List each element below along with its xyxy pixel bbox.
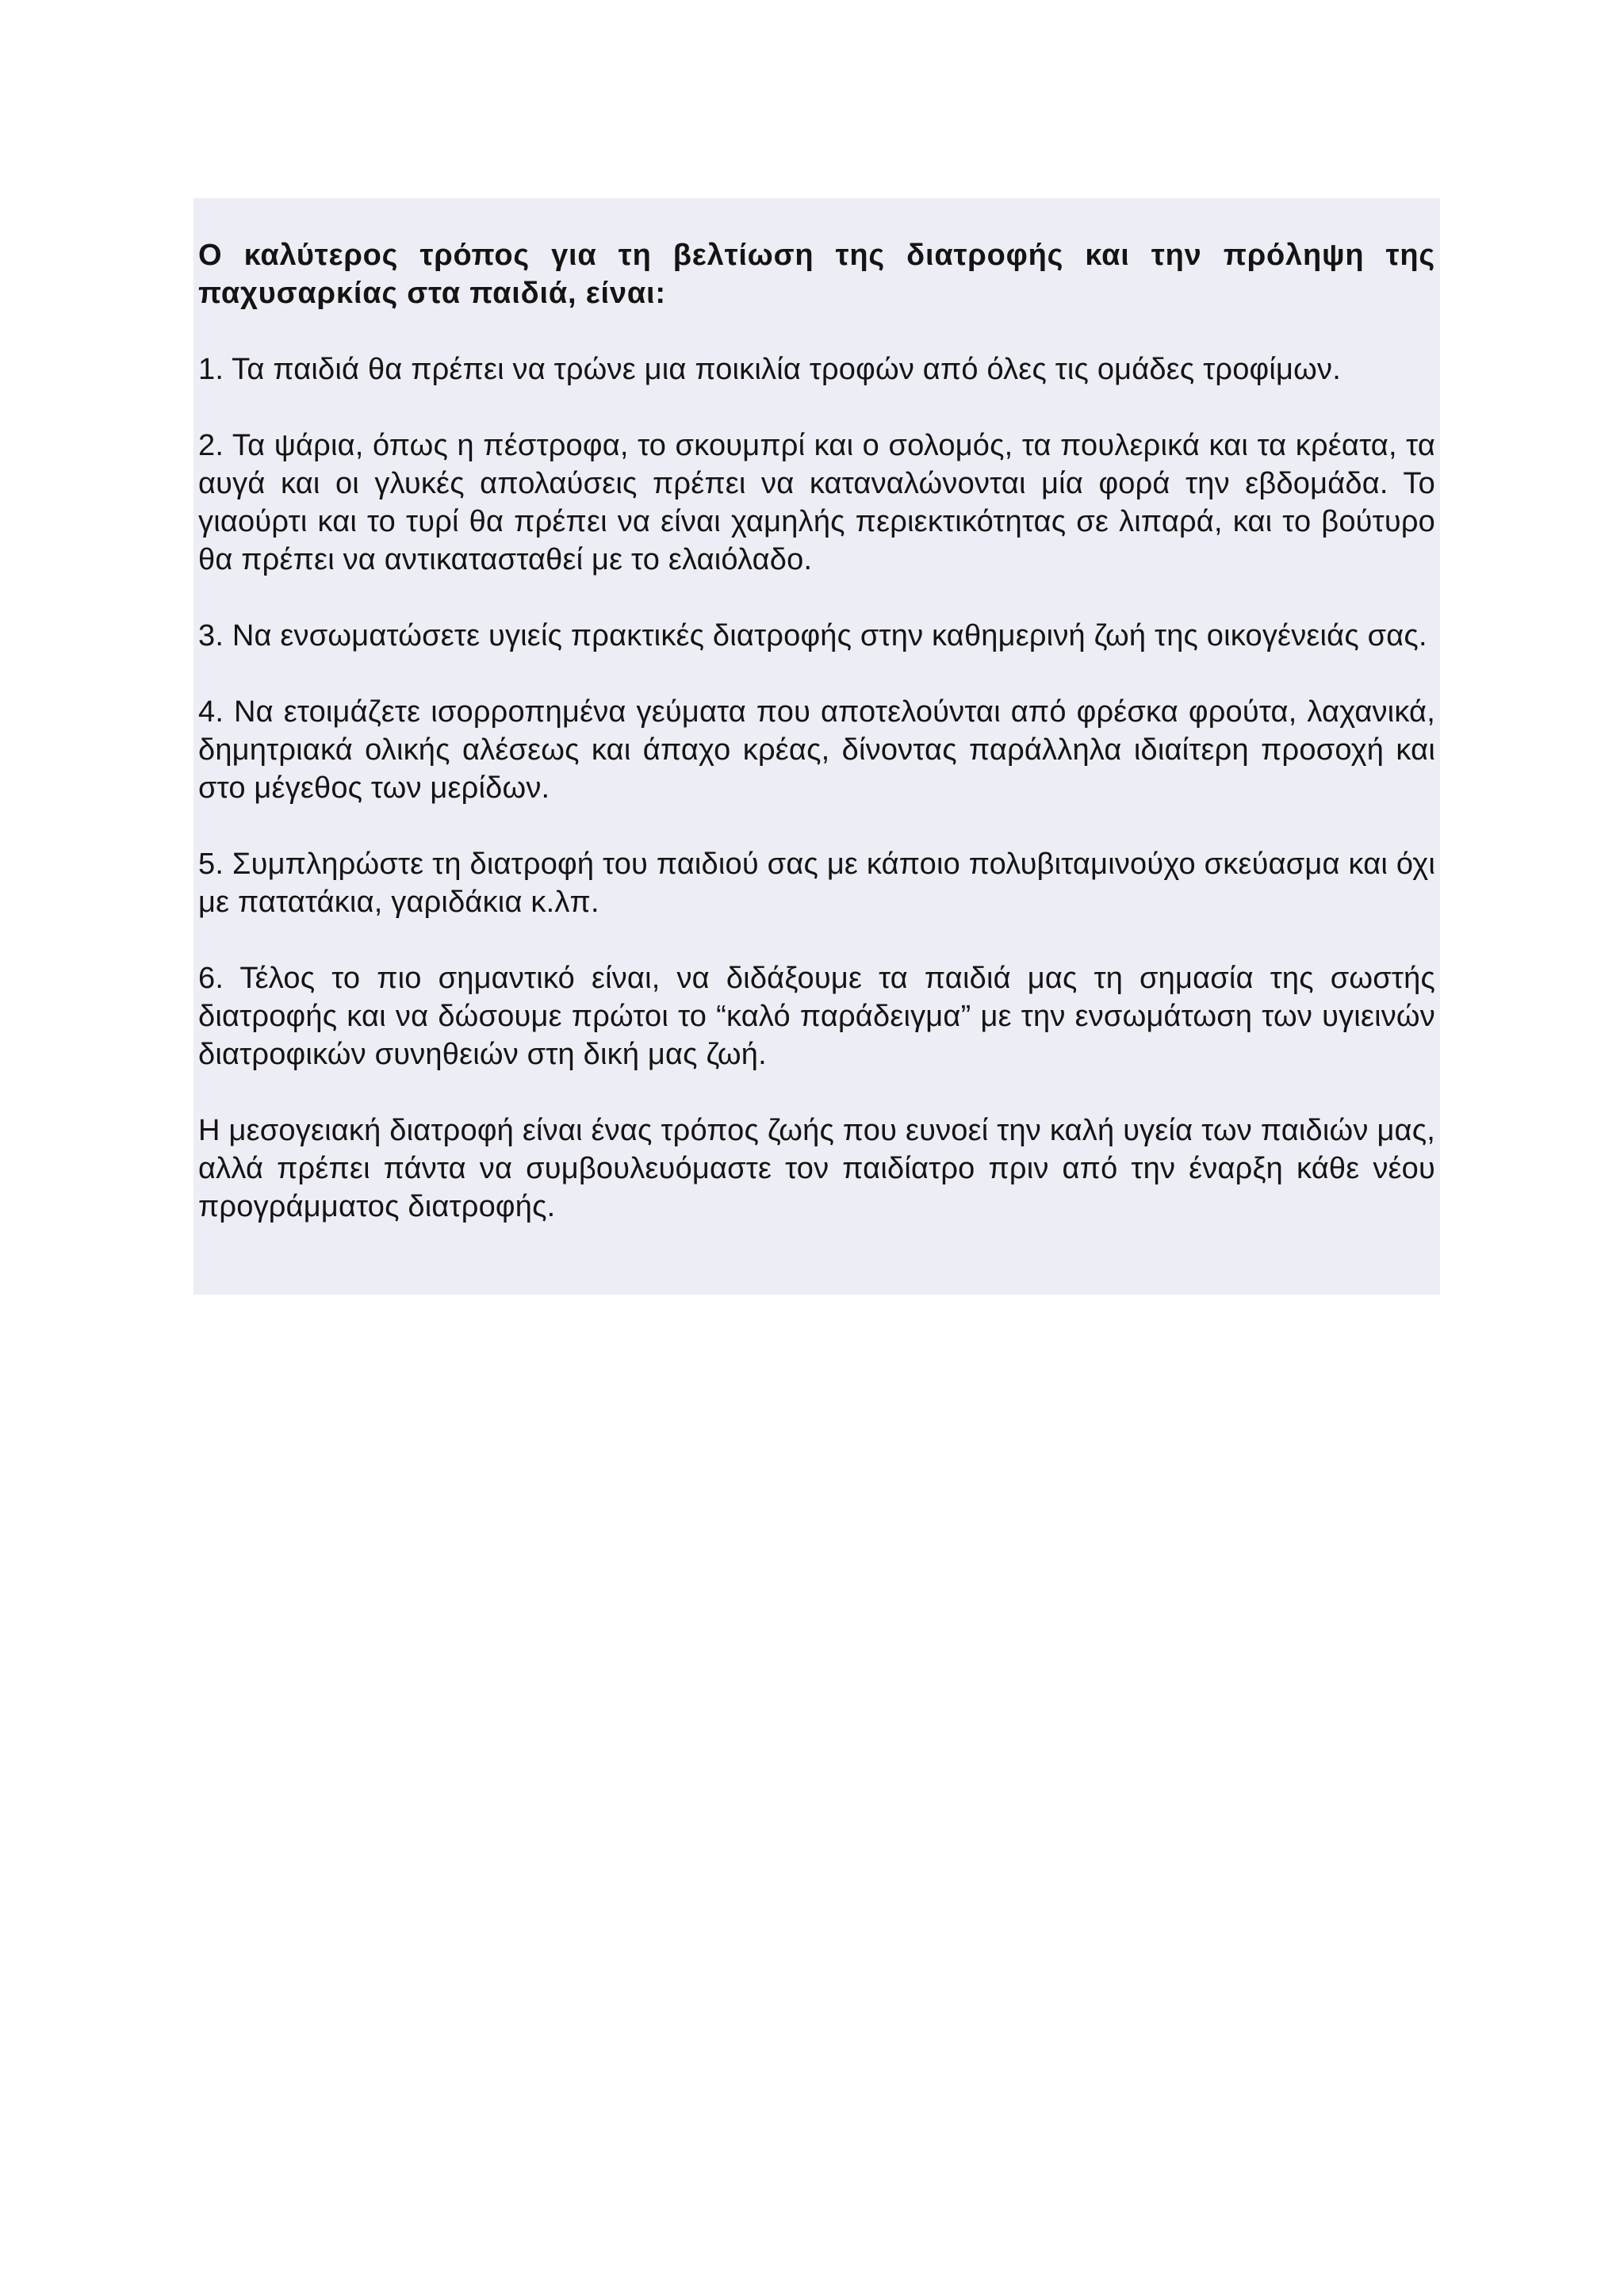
- document-heading: Ο καλύτερος τρόπος για τη βελτίωση της διατροφής και την πρόληψη της παχυσαρκίας στα παιδιά, είναι:: [198, 239, 1435, 310]
- list-item-1: 1. Τα παιδιά θα πρέπει να τρώνε μια ποικιλία τροφών από όλες τις ομάδες τροφίμων.: [198, 353, 1341, 386]
- list-item-3: 3. Να ενσωματώσετε υγιείς πρακτικές διατροφής στην καθημερινή ζωή της οικογένειάς σας.: [198, 619, 1427, 652]
- list-item-6: 6. Τέλος το πιο σημαντικό είναι, να διδάξουμε τα παιδιά μας τη σημασία της σωστής διατροφής και να δώσουμε πρώτοι το “καλό παράδειγμα” με την ενσωμάτωση των υγιεινών διατροφικών συνηθειών στη δική μας ζωή.: [198, 962, 1435, 1071]
- list-item-2: 2. Τα ψάρια, όπως η πέστροφα, το σκουμπρί και ο σολομός, τα πουλερικά και τα κρέατα, τα αυγά και οι γλυκές απολαύσεις πρέπει να καταναλώνονται μία φορά την εβδομάδα. Το γιαούρτι και το τυρί θα πρέπει να είναι χαμηλής περιεκτικότητας σε λιπαρά, και το βούτυρο θα πρέπει να αντικατασταθεί με το ελαιόλαδο.: [198, 429, 1435, 576]
- list-item-5: 5. Συμπληρώστε τη διατροφή του παιδιού σας με κάποιο πολυβιταμινούχο σκεύασμα και όχι με πατατάκια, γαριδάκια κ.λπ.: [198, 848, 1435, 919]
- list-item-4: 4. Να ετοιμάζετε ισορροπημένα γεύματα που αποτελούνται από φρέσκα φρούτα, λαχανικά, δημητριακά ολικής αλέσεως και άπαχο κρέας, δίνοντας παράλληλα ιδιαίτερη προσοχή και στο μέγεθος των μερίδων.: [198, 695, 1435, 805]
- content-box: [193, 198, 1440, 1295]
- closing-paragraph: Η μεσογειακή διατροφή είναι ένας τρόπος ζωής που ευνοεί την καλή υγεία των παιδιών μας, αλλά πρέπει πάντα να συμβουλευόμαστε τον παιδίατρο πριν από την έναρξη κάθε νέου προγράμματος διατροφής.: [198, 1114, 1435, 1223]
